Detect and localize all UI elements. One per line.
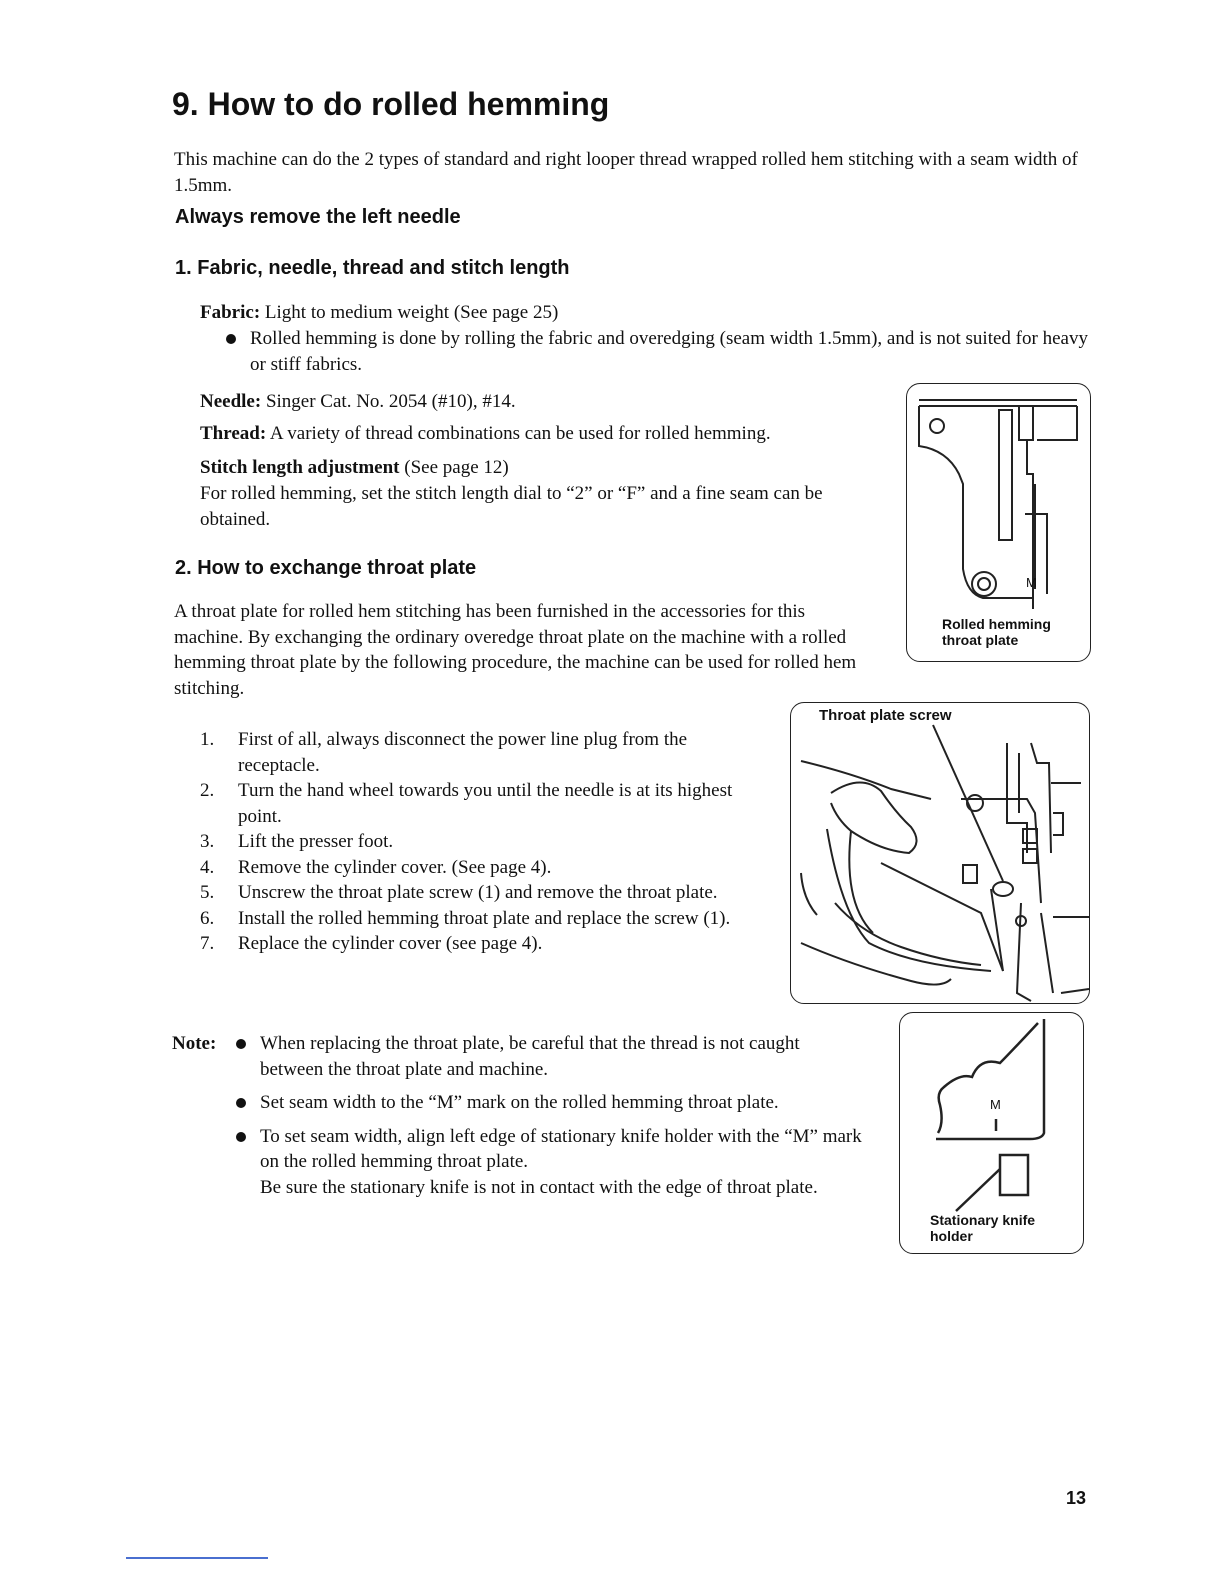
section2-heading: 2. How to exchange throat plate — [175, 557, 477, 579]
figure-stationary-knife-holder — [899, 1012, 1084, 1254]
list-item: 3. Lift the presser foot. — [200, 831, 394, 852]
thread-text: A variety of thread combinations can be used for rolled hemming. — [266, 423, 771, 444]
steps-list — [200, 727, 736, 957]
knife-holder-drawing — [900, 1013, 1083, 1213]
page-title: 9. How to do rolled hemming — [172, 86, 610, 122]
list-item: 6. Install the rolled hemming throat plate and replace the screw (1). — [200, 907, 731, 929]
fig1-mark: M — [1026, 575, 1037, 590]
machine-hand-drawing — [791, 703, 1089, 1003]
fig3-mark: M — [990, 1097, 1001, 1112]
throat-plate-drawing — [907, 384, 1090, 614]
section1-heading: 1. Fabric, needle, thread and stitch length — [175, 257, 570, 279]
fig1-caption: Rolled hemming throat plate — [942, 616, 1051, 648]
bullet-icon — [236, 1132, 246, 1142]
needle-text: Singer Cat. No. 2054 (#10), #14. — [261, 391, 516, 412]
needle-line — [200, 389, 516, 415]
list-item: 7. Replace the cylinder cover (see page 4). — [200, 933, 543, 954]
page-number: 13 — [1066, 1488, 1087, 1508]
bullet-icon — [236, 1098, 246, 1108]
fabric-bullet-text: Rolled hemming is done by rolling the fabric and overedging (seam width 1.5mm), and is not suited for heavy or stiff fabrics. — [250, 328, 1088, 375]
intro-paragraph: This machine can do the 2 types of standard and right looper thread wrapped rolled hem stitching with a seam width of 1.5mm. — [174, 149, 1078, 196]
bottom-divider — [126, 1557, 268, 1559]
stitch-ref: (See page 12) — [399, 457, 509, 478]
list-item: 5. Unscrew the throat plate screw (1) and remove the throat plate. — [200, 882, 718, 903]
section2-paragraph: A throat plate for rolled hem stitching has been furnished in the accessories for this machine. By exchanging the ordinary overedge throat plate on the machine with a rolled hemming throat plate by the following procedure, the machine can be used for rolled hem stitching. — [174, 601, 857, 699]
note-label: Note: — [172, 1033, 217, 1054]
list-item: 2. Turn the hand wheel towards you until the needle is at its highest point. — [200, 780, 733, 827]
needle-label: Needle: — [200, 391, 262, 412]
fabric-label: Fabric: — [200, 302, 261, 323]
fabric-bullet — [224, 326, 1092, 377]
fig2-label: Throat plate screw — [819, 707, 952, 724]
bullet-icon — [226, 334, 236, 344]
fabric-text: Light to medium weight (See page 25) — [260, 302, 559, 323]
list-item: 4. Remove the cylinder cover. (See page 4). — [200, 856, 552, 878]
note-extra: Be sure the stationary knife is not in contact with the edge of throat plate. — [260, 1176, 818, 1198]
list-item: When replacing the throat plate, be careful that the thread is not caught between the throat plate and machine. — [234, 1031, 864, 1082]
fig3-caption: Stationary knife holder — [930, 1212, 1036, 1244]
list-item: 1. First of all, always disconnect the power line plug from the receptacle. — [200, 729, 688, 776]
figure-rolled-hemming-throat-plate — [906, 383, 1091, 662]
bullet-icon — [236, 1039, 246, 1049]
note-list — [234, 1031, 864, 1200]
fabric-line — [200, 300, 1100, 326]
figure-throat-plate-screw — [790, 702, 1090, 1004]
list-item: Set seam width to the “M” mark on the rolled hemming throat plate. — [234, 1090, 864, 1116]
thread-line — [200, 421, 771, 447]
warning-heading: Always remove the left needle — [175, 206, 461, 228]
thread-label: Thread: — [200, 423, 267, 444]
stitch-text: For rolled hemming, set the stitch length dial to “2” or “F” and a fine seam can be obtained. — [200, 483, 823, 530]
stitch-label: Stitch length adjustment — [200, 457, 400, 478]
list-item: To set seam width, align left edge of stationary knife holder with the “M” mark on the rolled hemming throat plate. — [234, 1124, 864, 1175]
stitch-line — [200, 455, 509, 481]
